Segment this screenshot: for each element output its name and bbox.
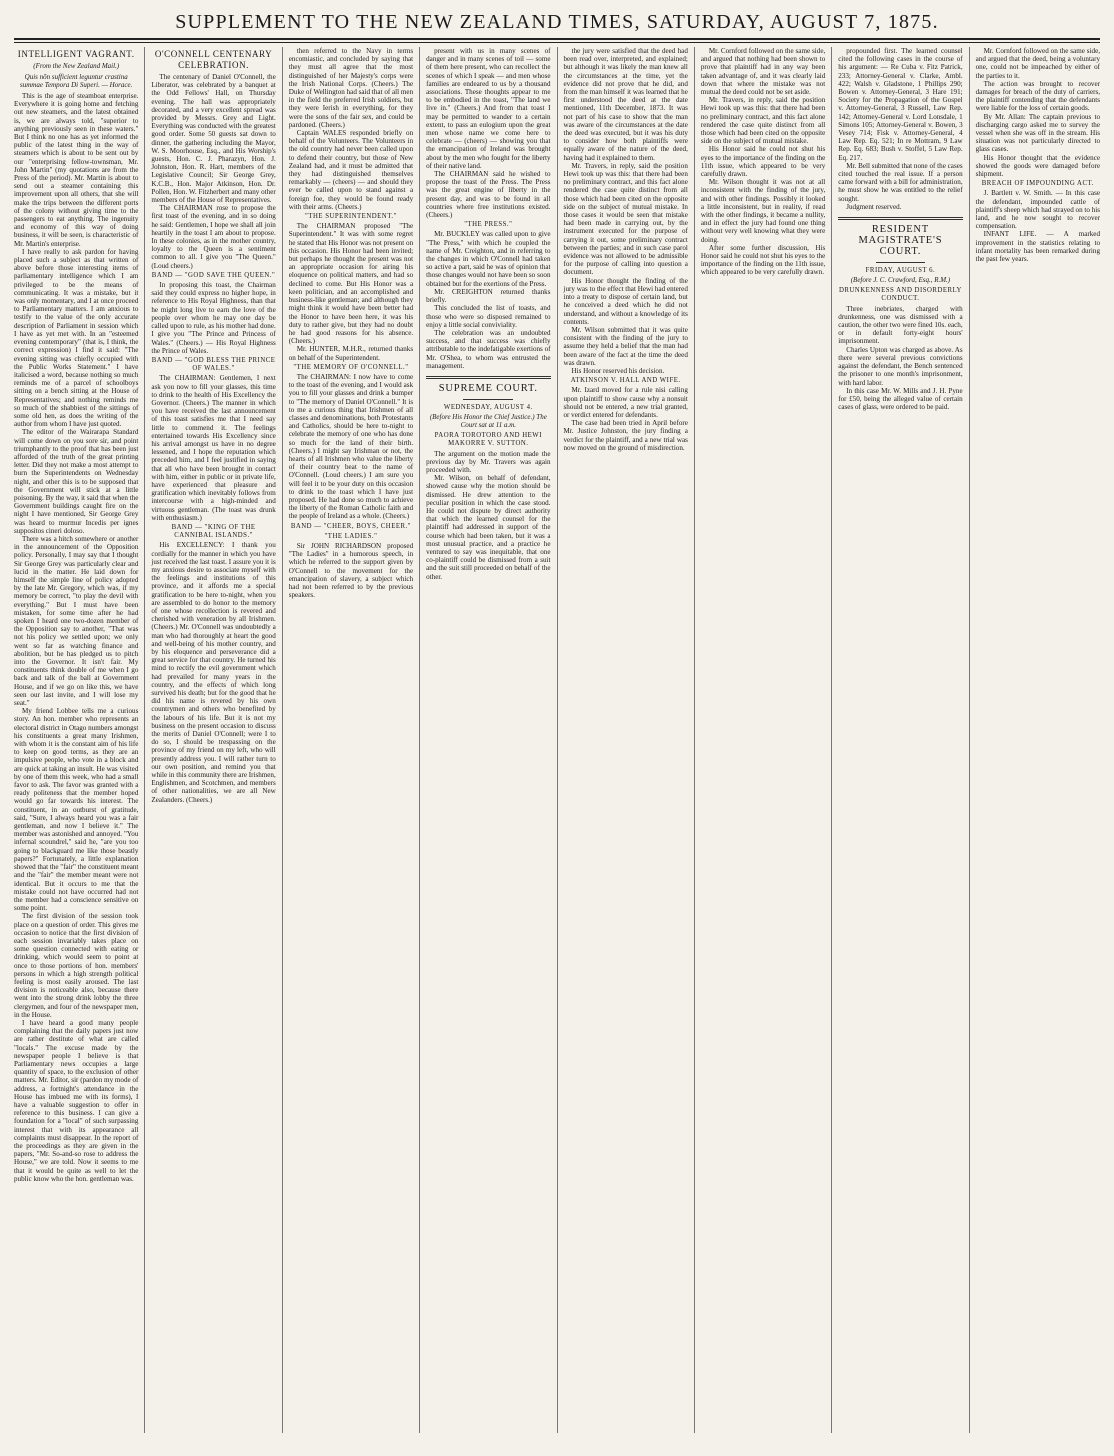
paragraph: present with us in many scenes of danger and in many scenes of toil — some of them here present, who can recollect the scenes of which I speak — and men whose families are endeared to us by a thousand associations. These thoughts appear to me to be embodied in the toast, "The land we live in." (Cheers.) And from that toast I may be permitted to wander to a certain extent, to pass an eulogium upon the great men whose name we come here to celebrate — (cheers) — showing you that the emancipation of Ireland was brought about by the men who fought for the liberty of their native land.: [426, 47, 551, 170]
paragraph: the jury were satisfied that the deed had been read over, interpreted, and explained; but although it was likely the man knew all the circumstances at the time, yet the evidence did not prove that he did, and from the man himself it was learned that he first understood the deed at the date mentioned, 11th December, 1873. It was not part of his case to show that the man was aware of the circumstances at the date the deed was executed, but it was his duty to consider how both plaintiffs were equally aware of the nature of the deed, having had it explained to them.: [563, 47, 688, 162]
paragraph: Mr. Wilson thought it was not at all inconsistent with the finding of the jury, and with other findings. Possibly it looked a little inconsistent, but in reality, if read with the other findings, it became a nullity, and in effect the jury had found one thing without very well knowing what they were doing.: [700, 178, 826, 244]
toast-heading: "THE SUPERINTENDENT.": [305, 213, 397, 221]
paragraph: His EXCELLENCY: I thank you cordially for the manner in which you have just received the last toast. I assure you it is my anxious desire to associate myself with the feelings and institutions of this province, and it affords me a special gratification to be here to-night, when you are assembled to do honor to the memory of one whose recollection is revered and cherished with veneration by all Irishmen. (Cheers.) Mr. O'Connell was undoubtedly a man who had thoroughly at heart the good and well-being of his mother country, and by his eloquence and perseverance did a great service for that country. He turned his mind to rectify the evil government which had prevailed for many years in the country, and the effects of which long survived his death; but for the good that he did his name is revered by his own countrymen and others who benefited by the labours of his life. But it is not my business on the present occasion to discuss the merits of Daniel O'Connell; were I to do so, I should be trespassing on the province of my friend on my left, who will presently address you. I will rather turn to our own position, and remind you that while in this community there are Irishmen, Englishmen, and Scotchmen, and members of other nationalities, we are all New Zealanders. (Cheers.): [151, 541, 276, 804]
paragraph: INFANT LIFE. — A marked improvement in the statistics relating to infant mortality has been remarked during the past few years.: [975, 230, 1100, 264]
case-title: ATKINSON V. HALL AND WIFE.: [570, 377, 681, 385]
paragraph: The CHAIRMAN said he wished to propose the toast of the Press. The Press was the great engine of liberty in the present day, and was to be found in all countries where free institutions existed. (Cheers.): [426, 170, 551, 220]
paragraph: In this case Mr. W. Mills and J. H. Pyne for £50, being the alleged value of certain cases of glass, were ordered to be paid.: [838, 386, 963, 412]
column-6: [694, 47, 831, 1433]
paragraph: Mr. Wilson submitted that it was quite consistent with the finding of the jury to assume they held a belief that the man had been aware of the fact at the time the deed was drawn.: [563, 325, 688, 367]
article-source: (From the New Zealand Mail.): [33, 62, 120, 70]
short-rule: [463, 399, 513, 400]
paragraph: Mr. Cornford followed on the same side, and argued that the deed, being a voluntary one, could not be impeached by either of the parties to it.: [975, 47, 1100, 80]
article-heading-intelligent-vagrant: INTELLIGENT VAGRANT.: [17, 49, 135, 59]
paragraph: Mr. Izard moved for a rule nisi calling upon plaintiff to show cause why a nonsuit should not be entered, a new trial granted, or verdict entered for defendants.: [563, 386, 688, 419]
court-date: FRIDAY, AUGUST 6.: [865, 267, 936, 275]
column-3: [282, 47, 419, 1433]
toast-line: BAND — "CHEER, BOYS, CHEER.": [290, 522, 412, 530]
court-bench: (Before His Honor the Chief Justice.) The Court sat at 11 a.m.: [429, 413, 547, 430]
toast-heading: "THE PRESS.": [464, 221, 513, 229]
short-rule: [876, 262, 926, 263]
paragraph: I have heard a good many people complaining that the daily papers just now are rather destitute of what are called "locals." The excuse made by the newspaper people I believe is that Parliamentary news occupies a large quantity of space, to the exclusion of other matters. Mr. Editor, sir (pardon my mode of address, a fortnight's attendance in the House has imbued me with its forms), I have a valuable suggestion to offer in reference to this business. I can give a foundation for a "local" of such surpassing interest that with its appearance all complaints must disappear. In the report of the proceedings as they are given in the papers, "Mr. So-and-so rose to address the House," we are told. Now it seems to me that it would be quite as well to let the public know who the hon. gentleman was.: [14, 1018, 139, 1183]
paragraph: There was a hitch somewhere or another in the announcement of the Opposition policy. Personally, I may say that I thought Sir George Grey was particularly clear and lucid in the matter. He laid down for himself the simple line of policy adopted by the late Mr. Gregory, which was, if my memory be correct, "to play the devil with everything." But I must have been mistaken, for some time after he had spoken I heard one two-dozen member of the Opposition say to another, "That was not his policy we settled upon; we only went so far as watching finance and abolition, but he has pledged us to pitch into the Governor. It isn't fair. My constituents think double of me when I go back and talk of the ball at Government House, and if we go on like this, we have seen our last invite, and I will lose my seat.": [14, 534, 139, 708]
columns: [14, 47, 1100, 1433]
court-bench: (Before J. C. Crawford, Esq., R.M.): [850, 276, 951, 285]
masthead-rule: [14, 38, 1100, 40]
paragraph: The CHAIRMAN: Gentlemen, I next ask you now to fill your glasses, this time to drink to the health of His Excellency the Governor. (Cheers.) The manner in which you have received the last announcement of this toast satisfies me that I need say little to commend it. The feelings entertained towards His Excellency since his arrival amongst us have in no degree lessened, and I hope the reputation which preceded him, and I feel justified in saying that all who have been brought in contact with him, either in public or in private life, have experienced that pleasure and gratification which inevitably follows from intercourse with a high-minded and virtuous gentleman. (The toast was drunk with enthusiasm.): [151, 374, 276, 522]
paragraph: The case had been tried in April before Mr. Justice Johnston, the jury finding a verdict for the plaintiff, and a new trial was now moved on the ground of misdirection.: [563, 419, 688, 452]
paragraph: In proposing this toast, the Chairman said they could express no higher hope, in reference to His Royal Highness, than that he might long live to earn the love of the people over whom he may one day be called upon to rule, as his mother had done. I give you "The Prince and Princess of Wales." (Cheers.) — His Royal Highness the Prince of Wales.: [151, 281, 276, 355]
column-7: [831, 47, 968, 1433]
paragraph: His Honor thought the finding of the jury was to the effect that Hewi had entered into a treaty to dispose of certain land, but he conceived a deed which he did not understand, and without a knowledge of its contents.: [563, 276, 688, 326]
paragraph: J. Bartlett v. W. Smith. — In this case the defendant, impounded cattle of plaintiff's sheep which had strayed on to his land, and he now sought to recover compensation.: [975, 189, 1100, 231]
paragraph: The centenary of Daniel O'Connell, the Liberator, was celebrated by a banquet at the Odd Fellows' Hall, on Thursday evening. The hall was appropriately decorated, and a very excellent spread was provided by Messrs. Grey and Light. Everything was conducted with the greatest good order. Some 50 guests sat down to dinner, the gathering including the Mayor, W. S. Moorhouse, Esq., and His Worship's guests, Hon. C. J. Pharazyn, Hon. J. Johnston, Hon. R. Hart, members of the Legislative Council; Sir George Grey, K.C.B., Hon. Major Atkinson, Hon. Dr. Pollen, Hon. W. Fitzherbert and many other members of the House of Representatives.: [151, 73, 276, 205]
paragraph: The celebration was an undoubted success, and that success was chiefly attributable to the indefatigable exertions of Mr. O'Shea, to whom was entrusted the management.: [426, 328, 551, 370]
paragraph: After some further discussion, His Honor said he could not shut his eyes to the importance of the finding on the 11th issue, which appeared to be very carefully drawn.: [700, 243, 826, 277]
toast-heading: "THE LADIES.": [324, 532, 378, 540]
paragraph: My friend Lobbee tells me a curious story. An hon. member who represents an electoral district in Otago numbers amongst his constituents a great many Irishmen, with whom it is the constant aim of his life to keep on good terms, as they are an impulsive people, who vote in a block and are quick at taking an insult. He was visited by one of them this week, who had a small favor to ask. The favor was granted with a ready politeness that the member hoped would go far towards his interest. The constituent, in an outburst of gratitude, said, "Sure, I always heard you was a fair gentleman, and now I believe it." The member was astonished and annoyed. "You infernal scoundrel," said he, "are you too going to blackguard me like those beastly papers?" Fortunately, a little explanation showed that the "fair" the constituent meant and the "fair" the member meant were not identical. But it occurs to me that the mistake could not have occurred had not the member had a conscience sensitive on some point.: [14, 707, 139, 913]
case-title: DRUNKENNESS AND DISORDERLY CONDUCT.: [838, 287, 962, 303]
paragraph: Mr. Bell submitted that none of the cases cited touched the real issue. If a person came forward with a bill for administration, he must show he was entitled to the relief sought.: [838, 161, 963, 203]
paragraph: Mr. Wilson, on behalf of defendant, showed cause why the motion should be dismissed. He drew attention to the peculiar position in which the case stood. He could not dispute by direct authority that which the learned counsel for the plaintiff had addressed in support of the course which had been taken, but it was a most unusual practice, and a practice he ventured to say was inequitable, that one co-plaintiff could be dismissed from a suit and the suit still proceeded on behalf of the other.: [426, 474, 551, 581]
column-5: [557, 47, 694, 1433]
paragraph: The editor of the Wairarapa Standard will come down on you sore sir, and point triumphantly to the proof that has been just afforded of the truth of the great printing letter. Did they not make a most attempt to burn the Superintendents on Wednesday night, and other this is to be supposed that the Government will stick at a little poisoning. By the way, it said that when the Government buildings caught fire on the night I have mentioned, Sir George Grey was heard to murmur Incedis per ignes suppositos cineri doloso.: [14, 428, 139, 535]
court-date: WEDNESDAY, AUGUST 4.: [443, 403, 533, 411]
paragraph: The CHAIRMAN proposed "The Superintendent." It was with some regret he stated that His Honor was not present on this occasion. His Honor had been invited; but perhaps he thought the present was not an appropriate occasion for airing his eloquence on political matters, and had so declined to come. But His Honor was a keen politician, and an accomplished and business-like gentleman; and although they might think it would have been better had the Honor to have been here, it was his duty to rather give, but they had no doubt he had good reasons for his absence. (Cheers.): [288, 222, 414, 346]
paragraph: This is the age of steamboat enterprise. Everywhere it is going home and fetching out new steamers, and the latest obtained is, we are always told, "superior to anything previously seen in these waters." But I think no one has as yet informed the public of the latest thing in the way of steamers which is about to be sent out by our "enterprising fellow-townsman, Mr. John Martin" (my quotations are from the Press of the period). Mr. Martin is about to send out a steamer containing this improvement upon all others, that she will make the trips between the different ports of the colony without giving time to the passengers to eat anything. The ingenuity and economy of this way of doing business, it will be seen, is characteristic of Mr. Martin's enterprise.: [14, 92, 139, 248]
paragraph: Charles Upton was charged as above. As there were several previous convictions against the defendant, the Bench sentenced the prisoner to one month's imprisonment, with hard labor.: [838, 345, 963, 387]
toast-line: BAND — "KING OF THE CANNIBAL ISLANDS.": [171, 523, 256, 540]
case-title: PAORA TOROTORO AND HEWI MAKORRE V. SUTTON.: [434, 432, 542, 448]
paragraph: Mr. Travers, in reply, said the position Hewi took up was this: that there had been no preliminary contract, and this fact alone rendered the case quite distinct from all those which had been cited on the opposite side on the subject of mutual mistake. In those cases it would be seen that mistake had been made in carrying out, by the instrument executed for the purpose of carrying it out, some preliminary contract between the parties; and in such case parol evidence was not allowed to be admissible for the purpose of calling into question a document.: [563, 161, 688, 277]
article-heading-oconnell: O'CONNELL CENTENARY CELEBRATION.: [154, 49, 273, 70]
toast-heading: "THE MEMORY OF O'CONNELL.": [293, 363, 409, 371]
paragraph: I have really to ask pardon for having placed such a subject as that written of above before those interesting items of parliamentary intelligence which I am privileged to be the means of communicating. It was a mistake, but it was only momentary, and I at once proceed to Parliamentary matters. I am anxious to testify to the value of the only accurate description of Parliament in session which I have as yet met with. In an "esteemed evening contemporary" (that is, I think, the correct expression) I find it said: "The evening sitting was chiefly occupied with the Public Works Statement." I have italicised a word, because nothing so much reminds me of a parcel of schoolboys sitting on a bench sitting at the House of Representatives; and nothing reminds me so much of the shabbiest of the sittings of some old hen, as does the writing of the author from whom I have just quoted.: [14, 247, 139, 429]
column-1: [14, 47, 144, 1433]
section-divider: [838, 217, 962, 220]
paragraph: Mr. HUNTER, M.H.R., returned thanks on behalf of the Superintendent.: [288, 345, 414, 362]
paragraph: Mr. BUCKLEY was called upon to give "The Press," with which he coupled the name of Mr. Creighton, and in referring to the changes in which O'Connell had taken so active a part, said he was of opinion that those changes would not have been so soon obtained but for the exertions of the Press.: [426, 230, 551, 288]
column-4: [419, 47, 556, 1433]
paragraph: His Honor thought that the evidence showed the goods were damaged before shipment.: [975, 153, 1100, 179]
paragraph: The argument on the motion made the previous day by Mr. Travers was again proceeded with.: [426, 449, 551, 474]
paragraph: This concluded the list of toasts, and those who were so disposed remained to enjoy a little social conviviality.: [426, 304, 551, 329]
toast-line: BAND — "GOD BLESS THE PRINCE OF WALES.": [151, 356, 276, 373]
masthead-title: SUPPLEMENT TO THE NEW ZEALAND TIMES, SATURDAY, AUGUST 7, 1875.: [175, 11, 939, 33]
paragraph: The CHAIRMAN rose to propose the first toast of the evening, and in so doing he said: Gentlemen, I hope we shall all join heartily in the toast I am about to propose. In these colonies, as in the mother country, loyalty to the Queen is a sentiment common to all. I give you "The Queen." (Loud cheers.): [151, 204, 276, 270]
paragraph: Mr. Travers, in reply, said the position Hewi took up was this: that there had been no preliminary contract, and this fact alone rendered the case quite distinct from all those which had been cited on the opposite side on the subject of mutual mistake.: [700, 96, 826, 146]
paragraph: The first division of the session took place on a question of order. This gives me occasion to notice that the first division of each session invariably takes place on some question connected with eating or drinking, which would seem to point at once to those portions of hon. members' persons in which a high strength political feeling is most easily aroused. The last division is noticeable also, because there went into the strong drink lobby the three clergymen, and four of the newspaper men, in the House.: [14, 912, 139, 1019]
masthead-rule-thin: [14, 42, 1100, 43]
paragraph: Captain WALES responded briefly on behalf of the Volunteers. The Volunteers in the old country had never been called upon to defend their country, but those of New Zealand had, and it must be admitted that they had distinguished themselves remarkably — (cheers) — and should they ever be called upon to stand against a foreign foe, they would be found ready with their arms. (Cheers.): [288, 129, 414, 211]
paragraph: Mr. CREIGHTON returned thanks briefly.: [426, 287, 551, 305]
section-heading-resident-magistrate: RESIDENT MAGISTRATE'S COURT.: [858, 224, 943, 258]
paragraph: propounded first. The learned counsel cited the following cases in the course of his argument: — Re Cuba v. Fitz Patrick, 233; Attorney-General v. Clarke, Ambl. 422; Walsh v. Gladstone, 1 Phillips 290; Bowen v. Attorney-General, 3 Hare 191; Society for the Propagation of the Gospel v. Attorney-General, 3 Russell, Law Rep. 142; Attorney-General v. Lord Lonsdale, 1 Simons 105; Attorney-General v. Bowen, 3 Vesey 714; Fisk v. Attorney-General, 4 Law Rep. Eq. 521; In re Mottram, 9 Law Rep. Eq. 683; Bush v. Stoffel, 5 Law Rep. Eq. 217.: [838, 47, 963, 162]
paragraph: The action was brought to recover damages for breach of the duty of carriers, the plaintiff contending that the defendants were liable for the loss of certain goods.: [975, 79, 1100, 113]
paragraph: Mr. Cornford followed on the same side, and argued that nothing had been shown to prove that plaintiff had in any way been taken advantage of, and it was clearly laid down that where the mistake was not mutual the deed could not be set aside.: [700, 47, 826, 97]
paragraph: Judgment reserved.: [846, 202, 902, 211]
paragraph: Three inebriates, charged with drunkenness, one was dismissed with a caution, the other two were fined 10s. each, or in default forty-eight hours' imprisonment.: [838, 304, 963, 346]
paragraph: By Mr. Allan: The captain previous to discharging cargo asked me to survey the vessel when she was off in the stream. His situation was not particularly directed to glass cases.: [975, 112, 1100, 154]
paragraph: His Honor said he could not shut his eyes to the importance of the finding on the 11th issue, which appeared to be very carefully drawn.: [700, 145, 826, 179]
section-divider: [426, 376, 550, 379]
article-epigraph: Quis nōn sufficient leguntur crastina summae Tempora Di Superi. — Horace.: [20, 73, 133, 89]
paragraph: then referred to the Navy in terms encomiastic, and concluded by saying that they must all agree that the most distinguished of her Majesty's corps were the Irish National Corps. (Cheers.) The Duke of Wellington had said that of all men in the field the preferred Irish soldiers, but they were Ierish in everything, for they were the sons of the fair sex, and could be pardoned. (Cheers.): [288, 47, 414, 129]
paragraph: Sir JOHN RICHARDSON proposed "The Ladies" in a humorous speech, in which he referred to the support given by O'Connell to the movement for the emancipation of slavery, a subject which had not been referred to by the previous speakers.: [288, 541, 414, 600]
section-heading-supreme-court: SUPREME COURT.: [438, 382, 538, 394]
column-8: [969, 47, 1100, 1433]
column-2: [144, 47, 281, 1433]
paragraph: His Honor reserved his decision.: [571, 366, 665, 375]
paragraph: The CHAIRMAN: I now have to come to the toast of the evening, and I would ask you to fill your glasses and drink a bumper to "The memory of Daniel O'Connell." It is to me a curious thing that Irishmen of all classes and denominations, both Protestants and Catholics, should be here to-night to celebrate the memory of one who has done so much for the land of their birth. (Cheers.) I might say Irishman or not, the hearts of all Irishmen who value the liberty of their country beat to the name of O'Connell. (Loud cheers.) I am sure you will feel it to be your duty on this occasion to drink to the toast which I have just proposed. He had done so much to achieve the liberty of the Roman Catholic faith and the people of Ireland as a whole. (Cheers.): [288, 372, 414, 521]
case-title: BREACH OF IMPOUNDING ACT.: [981, 180, 1094, 188]
toast-line: BAND — "GOD SAVE THE QUEEN.": [151, 271, 276, 279]
